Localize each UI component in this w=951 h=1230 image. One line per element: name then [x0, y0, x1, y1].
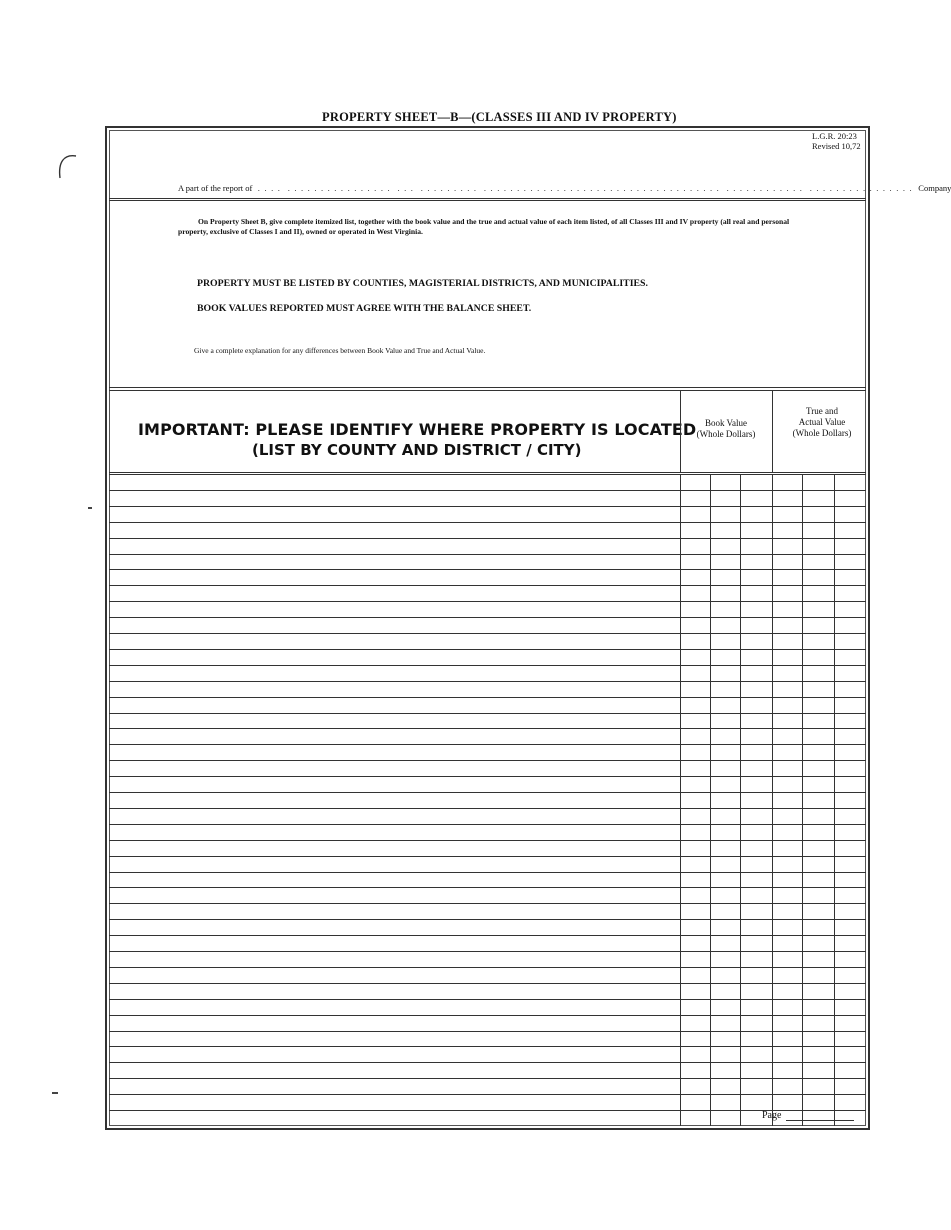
book-value-subcolumn-divider: [710, 474, 711, 1126]
property-location-cell[interactable]: [111, 1000, 678, 1014]
property-location-cell[interactable]: [111, 761, 678, 775]
important-heading: IMPORTANT: PLEASE IDENTIFY WHERE PROPERTY IS LOCATED: [138, 420, 697, 439]
form-revision: Revised 10,72: [812, 141, 861, 151]
column-divider: [680, 390, 681, 472]
instructions-body: On Property Sheet B, give complete itemized list, together with the book value and the true and actual value of each item listed, of all Classes III and IV property (all real and personal property, exclusive of Classes I and II), owned or operated in West Virginia.: [178, 217, 790, 236]
property-location-cell[interactable]: [111, 507, 678, 521]
property-location-cell[interactable]: [111, 539, 678, 553]
scan-mark-icon: [52, 150, 82, 184]
true-value-subcolumn-divider: [834, 474, 835, 1126]
property-location-cell[interactable]: [111, 920, 678, 934]
property-location-cell[interactable]: [111, 1095, 678, 1109]
property-location-cell[interactable]: [111, 666, 678, 680]
property-location-cell[interactable]: [111, 809, 678, 823]
form-number-code: L.G.R. 20:23: [812, 131, 857, 141]
property-location-cell[interactable]: [111, 650, 678, 664]
sheet-title: PROPERTY SHEET—B—(CLASSES III AND IV PROPERTY): [322, 110, 677, 124]
property-location-cell[interactable]: [111, 904, 678, 918]
scan-speck: [52, 1092, 58, 1094]
book-value-header: [681, 418, 771, 440]
notice-book-values: BOOK VALUES REPORTED MUST AGREE WITH THE BALANCE SHEET.: [197, 303, 532, 314]
section-divider: [109, 200, 866, 201]
report-of-line: [178, 183, 951, 193]
table-header-divider: [109, 472, 866, 473]
property-location-cell[interactable]: [111, 698, 678, 712]
true-value-header-line: Actual Value: [798, 417, 846, 427]
important-subheading: (LIST BY COUNTY AND DISTRICT / CITY): [252, 441, 582, 459]
true-value-subcolumn-divider: [802, 474, 803, 1126]
property-location-cell[interactable]: [111, 873, 678, 887]
property-location-cell[interactable]: [111, 952, 678, 966]
property-location-cell[interactable]: [111, 857, 678, 871]
property-location-cell[interactable]: [111, 777, 678, 791]
property-location-cell[interactable]: [111, 729, 678, 743]
property-location-cell[interactable]: [111, 825, 678, 839]
property-location-cell[interactable]: [111, 1063, 678, 1077]
property-location-cell[interactable]: [111, 570, 678, 584]
book-value-header-line: (Whole Dollars): [696, 429, 756, 439]
property-location-cell[interactable]: [111, 1032, 678, 1046]
page-number-field[interactable]: [786, 1120, 854, 1121]
property-location-cell[interactable]: [111, 793, 678, 807]
property-location-cell[interactable]: [111, 841, 678, 855]
property-location-cell[interactable]: [111, 1016, 678, 1030]
property-location-cell[interactable]: [111, 602, 678, 616]
property-location-cell[interactable]: [111, 475, 678, 489]
page-label: Page: [762, 1110, 782, 1121]
property-location-cell[interactable]: [111, 888, 678, 902]
true-value-header: [777, 406, 867, 439]
book-value-subcolumn-divider: [740, 474, 741, 1126]
property-location-cell[interactable]: [111, 968, 678, 982]
property-location-cell[interactable]: [111, 523, 678, 537]
property-location-cell[interactable]: [111, 618, 678, 632]
report-suffix: Company: [918, 183, 951, 193]
true-value-header-line: True and: [806, 406, 838, 416]
book-value-header-line: Book Value: [704, 418, 748, 428]
property-location-cell[interactable]: [111, 682, 678, 696]
property-location-cell[interactable]: [111, 1079, 678, 1093]
property-location-cell[interactable]: [111, 634, 678, 648]
property-location-cell[interactable]: [111, 555, 678, 569]
property-location-cell[interactable]: [111, 1111, 678, 1125]
section-divider: [109, 387, 866, 388]
form-number: [812, 131, 861, 151]
column-divider: [772, 390, 773, 472]
property-location-cell[interactable]: [111, 491, 678, 505]
property-location-cell[interactable]: [111, 586, 678, 600]
explanation-text: Give a complete explanation for any differences between Book Value and True and Actual Value.: [194, 346, 486, 355]
property-location-cell[interactable]: [111, 745, 678, 759]
column-divider: [772, 474, 773, 1126]
report-prefix: A part of the report of: [178, 183, 253, 193]
company-name-field[interactable]: . . . . . . . . . . . . . . . . . . . . . . . . . . . . . . . . . . . . . . . . . . . . . . . . . . . . . . . . . . . . . . . . . . . . . . . . . . . . . . . . . . . . . . . . . . . . . . . .: [254, 183, 917, 193]
column-divider: [680, 474, 681, 1126]
true-value-header-line: (Whole Dollars): [792, 428, 852, 438]
property-location-cell[interactable]: [111, 1047, 678, 1061]
section-divider: [109, 390, 866, 391]
property-location-cell[interactable]: [111, 984, 678, 998]
instructions-text: [178, 217, 808, 237]
notice-list-by-county: PROPERTY MUST BE LISTED BY COUNTIES, MAGISTERIAL DISTRICTS, AND MUNICIPALITIES.: [197, 278, 648, 289]
section-divider: [109, 198, 866, 199]
scan-speck: [88, 507, 92, 509]
property-location-cell[interactable]: [111, 936, 678, 950]
property-location-cell[interactable]: [111, 714, 678, 728]
